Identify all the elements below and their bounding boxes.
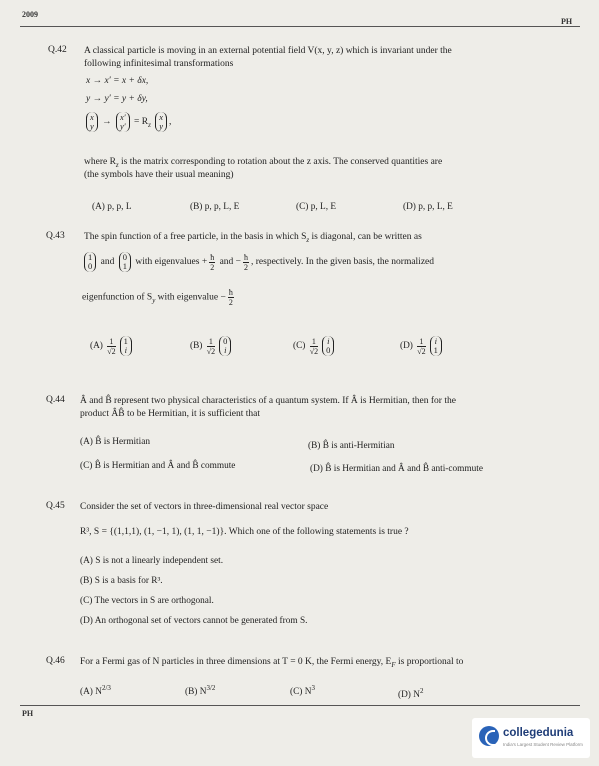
q45-option-d: (D) An orthogonal set of vectors cannot be generated from S. (80, 616, 308, 626)
q45-text-line1: Consider the set of vectors in three-dimensional real vector space (80, 502, 329, 512)
collegedunia-logo-icon (479, 726, 499, 746)
q45-number: Q.45 (46, 501, 65, 511)
q42-option-d: (D) p, p, L, E (403, 202, 453, 212)
q43-text-line2: 1 0 and 0 1 with eigenvalues + $\frac{ħ}{2}$ and − $\frac{ħ}{2}$ , respectively. In the given basis, the normalized (82, 252, 434, 272)
q42-text-line1: A classical particle is moving in an external potential field V(x, y, z) which is invariant under the (84, 46, 452, 56)
paper-code-footer: PH (22, 709, 34, 718)
q46-option-d: (D) $N^2$ (398, 687, 424, 701)
paper-code-header: PH (561, 17, 573, 26)
logo-tagline: India's Largest Student Review Platform (503, 742, 583, 747)
q44-text-line2: product ÂB̂ to be Hermitian, it is sufficient that (80, 409, 261, 419)
q42-eq2: y → y′ = y + δy, (86, 94, 148, 104)
logo-brand-text: collegedunia (503, 727, 574, 739)
q43-text-line1: The spin function of a free particle, in the basis in which $S_z$ is diagonal, can be written as (84, 232, 422, 244)
q43-option-a: (A) $\frac{1}{√2}$ 1 i (90, 336, 134, 356)
q43-text-line3: eigenfunction of $S_y$ with eigenvalue − $\frac{ħ}{2}$ (82, 288, 233, 307)
q42-where-line1: where $R_z$ is the matrix corresponding to rotation about the z axis. The conserved quantities are (84, 157, 443, 169)
q44-option-a: (A) B̂ is Hermitian (80, 437, 150, 447)
page-year: 2009 (22, 10, 38, 19)
q42-option-c: (C) p, L, E (296, 202, 337, 212)
q45-option-b: (B) S is a basis for R³. (80, 576, 163, 586)
q43-option-d: (D) $\frac{1}{√2}$ i 1 (400, 336, 444, 356)
header-rule (20, 26, 580, 27)
footer-rule (20, 705, 580, 706)
q44-option-c: (C) B̂ is Hermitian and Â and B̂ commute (80, 461, 236, 471)
q44-option-d: (D) B̂ is Hermitian and Â and B̂ anti-commute (310, 464, 483, 474)
q42-option-b: (B) p, p, L, E (190, 202, 240, 212)
q44-option-b: (B) B̂ is anti-Hermitian (308, 441, 395, 451)
q46-option-c: (C) $N^3$ (290, 684, 315, 698)
q42-option-a: (A) p, p, L (92, 202, 132, 212)
q44-number: Q.44 (46, 395, 65, 405)
q46-option-a: (A) $N^{2/3}$ (80, 684, 111, 698)
q44-text-line1: Â and B̂ represent two physical characteristics of a quantum system. If Â is Hermitian, then for the (80, 396, 456, 406)
q42-eq3: x y → x′ $y' = R_z$ x y , (84, 112, 171, 132)
q42-eq1: x → x′ = x + δx, (86, 76, 149, 86)
q46-text-line1: For a Fermi gas of N particles in three dimensions at T = 0 K, the Fermi energy, $E_F$ is proportional to (80, 657, 464, 669)
collegedunia-logo (472, 718, 590, 758)
q46-number: Q.46 (46, 656, 65, 666)
q42-where-line2: (the symbols have their usual meaning) (84, 170, 234, 180)
q45-option-a: (A) S is not a linearly independent set. (80, 556, 224, 566)
q46-option-b: (B) $N^{3/2}$ (185, 684, 216, 698)
q43-number: Q.43 (46, 231, 65, 241)
q42-text-line2: following infinitesimal transformations (84, 59, 234, 69)
q45-option-c: (C) The vectors in S are orthogonal. (80, 596, 214, 606)
q43-option-b: (B) $\frac{1}{√2}$ 0 i (190, 336, 233, 356)
q45-text-line2: R³, S = {(1,1,1), (1, −1, 1), (1, 1, −1)}. Which one of the following statements is true ? (80, 527, 409, 537)
q43-option-c: (C) $\frac{1}{√2}$ i 0 (293, 336, 336, 356)
q42-number: Q.42 (48, 45, 67, 55)
